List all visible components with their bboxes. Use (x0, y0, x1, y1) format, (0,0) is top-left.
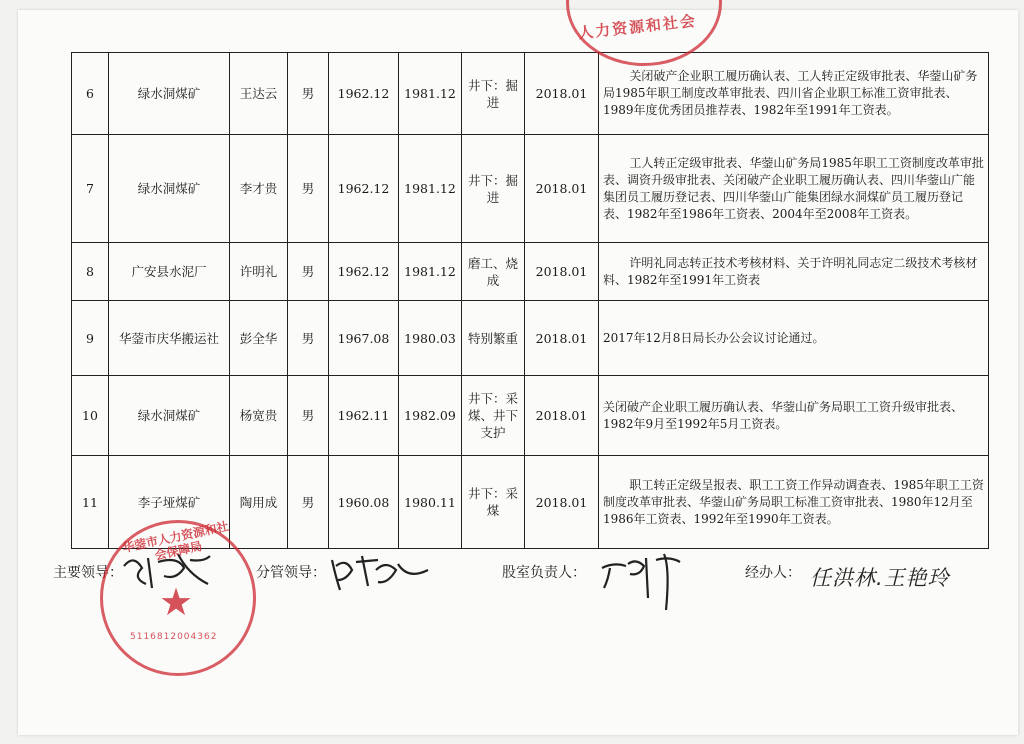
deputy-leader-signature (326, 550, 436, 596)
cell-job: 磨工、烧成 (462, 243, 525, 301)
cell-name: 王达云 (230, 53, 288, 135)
cell-date: 2018.01 (525, 53, 599, 135)
cell-date: 2018.01 (525, 243, 599, 301)
cell-no: 11 (72, 456, 109, 549)
stamp-star-icon: ★ (159, 580, 194, 624)
table-row (72, 301, 989, 376)
cell-desc: 工人转正定级审批表、华蓥山矿务局1985年职工工资制度改革审批表、调资升级审批表、关闭破产企业职工履历确认表、四川华蓥山广能集团员工履历登记表、四川华蓥山广能集团绿水洞煤矿员工履历登记表、1982年至1986年工资表、2004年至2008年工资表。 (599, 135, 989, 243)
cell-no: 6 (72, 53, 109, 135)
cell-birth: 1967.08 (329, 301, 399, 376)
cell-birth: 1962.12 (329, 135, 399, 243)
cell-date: 2018.01 (525, 301, 599, 376)
records-table (71, 52, 989, 549)
cell-work-start: 1981.12 (399, 53, 462, 135)
table-row (72, 376, 989, 456)
cell-desc: 关闭破产企业职工履历确认表、华蓥山矿务局职工工资升级审批表、1982年9月至1992年5月工资表。 (599, 376, 989, 456)
cell-desc: 许明礼同志转正技术考核材料、关于许明礼同志定二级技术考核材料、1982年至1991年工资表 (599, 243, 989, 301)
cell-unit: 绿水洞煤矿 (109, 53, 230, 135)
cell-name: 杨宽贵 (230, 376, 288, 456)
cell-date: 2018.01 (525, 135, 599, 243)
cell-work-start: 1981.12 (399, 135, 462, 243)
stamp-top-text: 人力资源和社会 (577, 11, 698, 43)
deputy-leader-label: 分管领导： (256, 565, 326, 581)
stamp-bottom-text: 华蓥市人力资源和社会保障局 (121, 519, 230, 563)
cell-no: 8 (72, 243, 109, 301)
cell-work-start: 1980.03 (399, 301, 462, 376)
table-row (72, 53, 989, 135)
section-head-signature (598, 550, 698, 620)
cell-desc: 2017年12月8日局长办公会议讨论通过。 (599, 301, 989, 376)
table-row (72, 135, 989, 243)
cell-no: 9 (72, 301, 109, 376)
cell-no: 7 (72, 135, 109, 243)
cell-name: 许明礼 (230, 243, 288, 301)
cell-unit: 华蓥市庆华搬运社 (109, 301, 230, 376)
cell-birth: 1962.12 (329, 53, 399, 135)
cell-date: 2018.01 (525, 456, 599, 549)
cell-name: 李才贵 (230, 135, 288, 243)
cell-unit: 绿水洞煤矿 (109, 135, 230, 243)
cell-date: 2018.01 (525, 376, 599, 456)
cell-job: 井下：掘进 (462, 135, 525, 243)
cell-work-start: 1982.09 (399, 376, 462, 456)
cell-job: 特别繁重 (462, 301, 525, 376)
cell-sex: 男 (288, 301, 329, 376)
cell-work-start: 1981.12 (399, 243, 462, 301)
cell-sex: 男 (288, 135, 329, 243)
cell-birth: 1962.12 (329, 243, 399, 301)
document-sheet (18, 10, 1018, 735)
handler-signature: 任洪林.王艳玲 (810, 566, 950, 590)
cell-unit: 李子垭煤矿 (109, 456, 230, 549)
cell-unit: 绿水洞煤矿 (109, 376, 230, 456)
cell-desc: 职工转正定级呈报表、职工工资工作异动调查表、1985年职工工资制度改革审批表、华蓥山矿务局职工标准工资审批表、1980年12月至1986年工资表、1992年至1990年工资表。 (599, 456, 989, 549)
table-row (72, 243, 989, 301)
cell-unit: 广安县水泥厂 (109, 243, 230, 301)
cell-job: 井下：掘进 (462, 53, 525, 135)
section-head-label: 股室负责人： (502, 565, 586, 581)
cell-sex: 男 (288, 53, 329, 135)
handler-label: 经办人： (745, 565, 801, 581)
cell-birth: 1962.11 (329, 376, 399, 456)
cell-sex: 男 (288, 456, 329, 549)
cell-no: 10 (72, 376, 109, 456)
stamp-code: 5116812004362 (130, 632, 218, 642)
cell-job: 井下：采煤、井下支护 (462, 376, 525, 456)
cell-birth: 1960.08 (329, 456, 399, 549)
main-leader-label: 主要领导： (53, 565, 123, 581)
cell-sex: 男 (288, 376, 329, 456)
cell-job: 井下：采煤 (462, 456, 525, 549)
cell-name: 彭全华 (230, 301, 288, 376)
cell-work-start: 1980.11 (399, 456, 462, 549)
cell-name: 陶用成 (230, 456, 288, 549)
cell-desc: 关闭破产企业职工履历确认表、工人转正定级审批表、华蓥山矿务局1985年职工制度改革审批表、四川省企业职工标准工资审批表、1989年度优秀团员推荐表、1982年至1991年工资表。 (599, 53, 989, 135)
cell-sex: 男 (288, 243, 329, 301)
